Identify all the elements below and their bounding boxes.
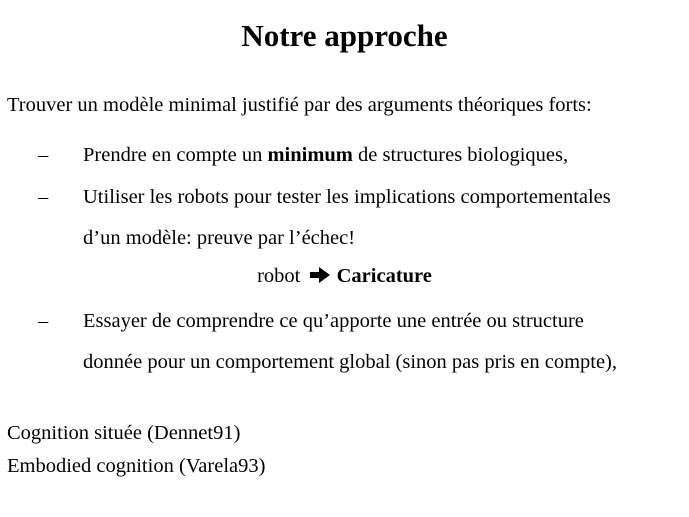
bullet-1-text-before: Prendre en compte un xyxy=(83,144,268,166)
reference-embodied-cognition: Embodied cognition (Varela93) xyxy=(7,455,266,477)
bullet-1-bold-word: minimum xyxy=(267,144,353,166)
bullet-item-1 xyxy=(83,142,568,168)
bullet-1-text-after: de structures biologiques, xyxy=(352,144,569,166)
bullet-marker: – xyxy=(38,310,49,332)
robot-caricature-line xyxy=(0,263,689,289)
bullet-3-line-2: donnée pour un comportement global (sinon pas pris en compte), xyxy=(83,351,618,373)
bullet-marker: – xyxy=(38,144,49,166)
slide-title: Notre approche xyxy=(241,18,448,53)
bullet-marker: – xyxy=(38,186,49,208)
bullet-2-line-1: Utiliser les robots pour tester les implications comportementales xyxy=(83,186,611,208)
reference-situated-cognition: Cognition située (Dennet91) xyxy=(7,422,241,444)
bullet-2-line-2: d’un modèle: preuve par l’échec! xyxy=(83,227,356,249)
bullet-3-line-1: Essayer de comprendre ce qu’apporte une entrée ou structure xyxy=(83,310,584,332)
robot-label: robot xyxy=(257,265,301,287)
intro-text: Trouver un modèle minimal justifié par des arguments théoriques forts: xyxy=(7,94,592,116)
right-arrow-icon xyxy=(310,267,330,283)
caricature-label: Caricature xyxy=(336,265,432,287)
